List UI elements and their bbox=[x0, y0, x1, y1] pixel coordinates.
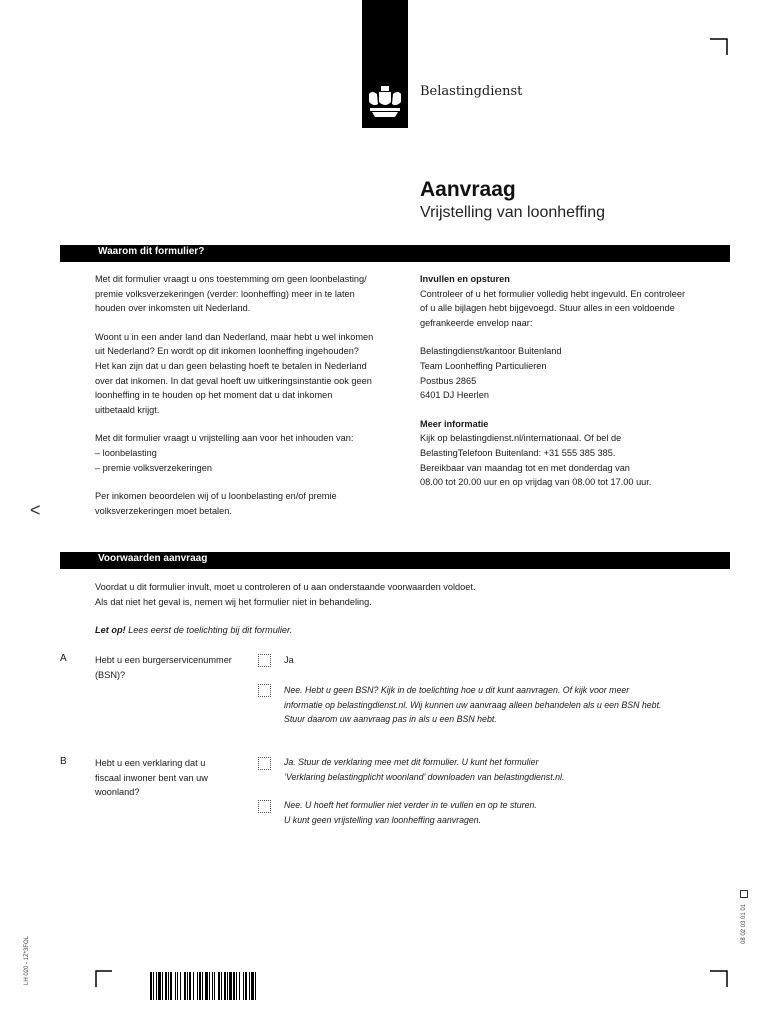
question-b-text bbox=[95, 756, 255, 800]
text-line: volksverzekeringen moet betalen. bbox=[95, 505, 232, 516]
option-a-nee-label bbox=[284, 683, 724, 727]
subheading-meer-informatie: Meer informatie bbox=[420, 418, 489, 429]
side-code: 08 02 03 01 01 bbox=[741, 903, 747, 944]
text-line: woonland? bbox=[95, 787, 140, 798]
text-line: Controleer of u het formulier volledig hebt ingevuld. En controleer bbox=[420, 288, 686, 299]
address-line: Postbus 2865 bbox=[420, 375, 477, 386]
section-header-voorwaarden bbox=[60, 552, 730, 568]
section-title: Voorwaarden aanvraag bbox=[98, 553, 208, 564]
section-header-waarom bbox=[60, 245, 730, 261]
text-line: Ja bbox=[284, 655, 294, 665]
text-line: informatie op belastingdienst.nl. Wij kunnen uw aanvraag alleen behandelen als u een BSN hebt. bbox=[284, 699, 662, 710]
section-title: Waarom dit formulier? bbox=[98, 246, 205, 257]
option-b-ja-label bbox=[284, 755, 724, 784]
text-line: ‘Verklaring belastingplicht woonland’ downloaden van belastingdienst.nl. bbox=[284, 771, 565, 782]
intro-left-column bbox=[95, 272, 415, 518]
address-line: Team Loonheffing Particulieren bbox=[420, 360, 547, 371]
text-line: BelastingTelefoon Buitenland: +31 555 385 385. bbox=[420, 447, 616, 458]
text-line: – loonbelasting bbox=[95, 447, 157, 458]
text-line: Kijk op belastingdienst.nl/internationaal. Of bel de bbox=[420, 433, 622, 444]
question-letter-a: A bbox=[60, 653, 67, 664]
text-line: houden over inkomsten uit Nederland. bbox=[95, 303, 251, 314]
letop-note bbox=[95, 623, 725, 638]
back-arrow-icon[interactable]: < bbox=[30, 500, 41, 520]
checkbox-b-ja[interactable] bbox=[258, 757, 271, 770]
text-line: Bereikbaar van maandag tot en met donderdag van bbox=[420, 462, 630, 473]
text-line: Met dit formulier vraagt u vrijstelling aan voor het inhouden van: bbox=[95, 433, 354, 444]
barcode bbox=[150, 972, 314, 1000]
corner-mark-top-right bbox=[710, 38, 728, 56]
text-line: Woont u in een ander land dan Nederland, maar hebt u wel inkomen bbox=[95, 331, 374, 342]
conditions-intro bbox=[95, 580, 725, 638]
corner-mark-bottom-left bbox=[95, 970, 113, 988]
text-line: loonheffing in te houden op het moment dat u dat inkomen bbox=[95, 390, 333, 401]
text-line: uitbetaald krijgt. bbox=[95, 404, 160, 415]
checkbox-b-nee[interactable] bbox=[258, 800, 271, 813]
text-line: Voordat u dit formulier invult, moet u controleren of u aan onderstaande voorwaarden voldoet. bbox=[95, 582, 476, 592]
text-line: Hebt u een verklaring dat u bbox=[95, 758, 206, 768]
text-line: over dat inkomen. In dat geval hoeft uw uitkeringsinstantie ook geen bbox=[95, 375, 372, 386]
text-line: Hebt u een burgerservicenummer bbox=[95, 655, 232, 665]
letop-label: Let op! bbox=[95, 625, 126, 636]
checkbox-a-ja[interactable] bbox=[258, 654, 271, 667]
divider bbox=[60, 261, 730, 262]
address-line: 6401 DJ Heerlen bbox=[420, 390, 489, 401]
intro-right-column bbox=[420, 272, 730, 490]
marker-square bbox=[740, 890, 748, 898]
option-b-nee-label bbox=[284, 798, 724, 827]
text-line: Als dat niet het geval is, nemen wij het formulier niet in behandeling. bbox=[95, 596, 372, 607]
text-line: gefrankeerde envelop naar: bbox=[420, 317, 533, 328]
question-a-text bbox=[95, 653, 255, 682]
corner-mark-bottom-right bbox=[710, 970, 728, 988]
text-line: fiscaal inwoner bent van uw bbox=[95, 772, 208, 783]
coat-of-arms-icon bbox=[366, 84, 404, 120]
text-line: Per inkomen beoordelen wij of u loonbelasting en/of premie bbox=[95, 491, 337, 502]
text-line: of u alle bijlagen hebt bijgevoegd. Stuur alles in een voldoende bbox=[420, 303, 675, 314]
logo-text: Belastingdienst bbox=[420, 84, 523, 99]
text-line: uit Nederland? En wordt op dit inkomen loonheffing ingehouden? bbox=[95, 346, 359, 357]
subheading-invullen: Invullen en opsturen bbox=[420, 274, 510, 284]
text-line: Stuur daarom uw aanvraag pas in als u een BSN hebt. bbox=[284, 714, 497, 725]
text-line: U kunt geen vrijstelling van loonheffing aanvragen. bbox=[284, 814, 482, 825]
form-code: LH 020 - 1Z*3FOL bbox=[24, 935, 30, 985]
divider bbox=[60, 568, 730, 569]
letop-text: Lees eerst de toelichting bij dit formulier. bbox=[125, 625, 293, 636]
option-a-ja-label bbox=[284, 653, 294, 668]
checkbox-a-nee[interactable] bbox=[258, 684, 271, 697]
question-letter-b: B bbox=[60, 756, 67, 767]
text-line: Nee. U hoeft het formulier niet verder in te vullen en op te sturen. bbox=[284, 800, 537, 810]
text-line: Met dit formulier vraagt u ons toestemming om geen loonbelasting/ bbox=[95, 274, 367, 284]
text-line: Nee. Hebt u geen BSN? Kijk in de toelichting hoe u dit kunt aanvragen. Of kijk voor meer bbox=[284, 685, 630, 695]
text-line: Het kan zijn dat u dan geen belasting hoeft te betalen in Nederland bbox=[95, 360, 367, 371]
address-line: Belastingdienst/kantoor Buitenland bbox=[420, 346, 562, 357]
text-line: (BSN)? bbox=[95, 669, 126, 680]
logo-bar bbox=[362, 0, 408, 128]
text-line: Ja. Stuur de verklaring mee met dit formulier. U kunt het formulier bbox=[284, 757, 539, 767]
text-line: premie volksverzekeringen (verder: loonheffing) meer in te laten bbox=[95, 288, 355, 299]
page-subtitle: Vrijstelling van loonheffing bbox=[420, 204, 606, 221]
text-line: 08.00 tot 20.00 uur en op vrijdag van 08.00 tot 17.00 uur. bbox=[420, 477, 652, 488]
text-line: – premie volksverzekeringen bbox=[95, 462, 212, 473]
page-title: Aanvraag bbox=[420, 178, 516, 201]
